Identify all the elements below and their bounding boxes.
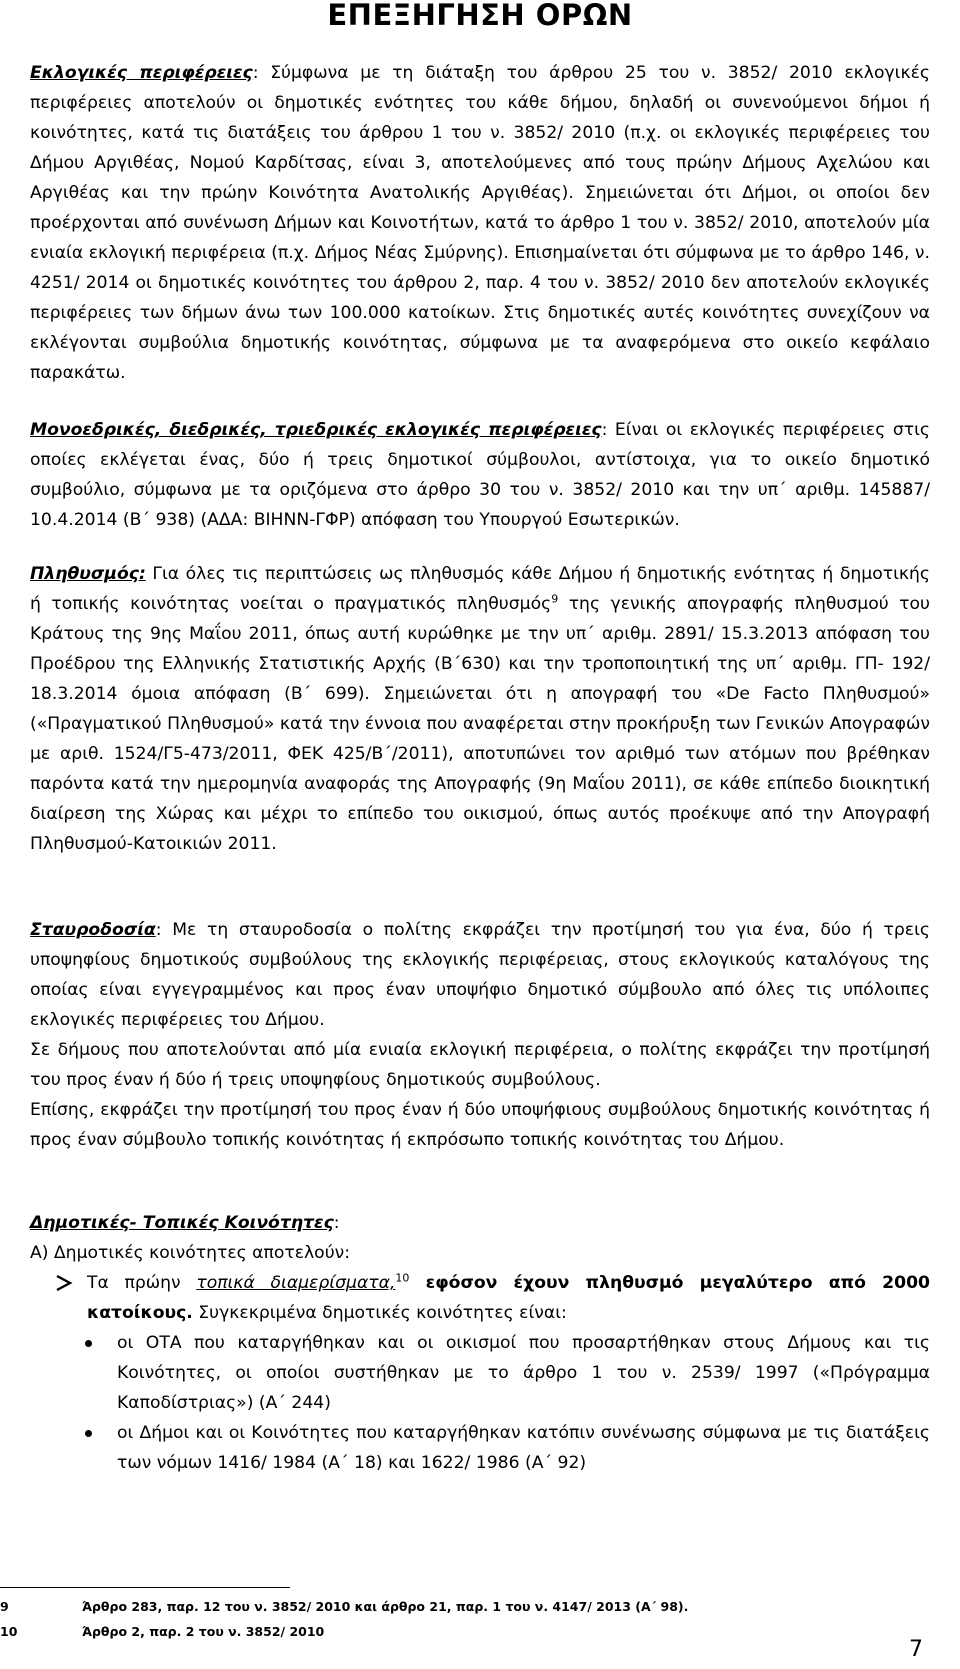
term-preference-vote: Σταυροδοσία: [30, 920, 156, 940]
term-communities-colon: :: [333, 1213, 340, 1233]
paragraph-preference-vote-3: Επίσης, εκφράζει την προτίμησή του προς έναν ή δύο υποψήφιους συμβούλους δημοτικής κοινότητας ή προς έναν σύμβουλο τοπικής κοινότητας ή εκπρόσωπο τοπικής κοινότητας του Δήμου.: [30, 1100, 930, 1150]
paragraph-electoral-districts: [30, 58, 930, 388]
page-title: ΕΠΕΞΗΓΗΣΗ ΟΡΩΝ: [327, 0, 633, 32]
local-districts-term: τοπικά διαμερίσματα,: [196, 1273, 396, 1293]
bullet-item-1: [30, 1328, 930, 1418]
page-number: 7: [909, 1637, 923, 1662]
definition-preference-vote: : Με τη σταυροδοσία ο πολίτης εκφράζει την προτίμησή του για ένα, δύο ή τρεις υποψηφίους δημοτικούς συμβούλους της εκλογικής περιφέρειας, στους εκλογικούς καταλόγους της οποίας είναι εγγεγραμμένος και προς έναν υποψήφιο δημοτικό σύμβουλο από όλες τις υπόλοιπες εκλογικές περιφέρειες του Δήμου.: [30, 920, 930, 1030]
bullet-dot-icon: [85, 1430, 92, 1437]
subheading-municipal-communities: Α) Δημοτικές κοινότητες αποτελούν:: [30, 1243, 351, 1263]
term-population: Πληθυσμός:: [30, 564, 146, 584]
document-body: [30, 58, 930, 1478]
term-communities: Δημοτικές- Τοπικές Κοινότητες: [30, 1213, 334, 1233]
bullet-item-2: [30, 1418, 930, 1478]
definition-single-multi-seat: : Είναι οι εκλογικές περιφέρειες στις οποίες εκλέγεται ένας, δύο ή τρεις δημοτικοί σύμβουλοι, αντίστοιχα, για το οικείο δημοτικό συμβούλιο, σύμφωνα με τα οριζόμενα στο άρθρο 30 του ν. 3852/ 2010 και την υπ΄ αριθμ. 145887/ 10.4.2014 (Β΄ 938) (ΑΔΑ: ΒΙΗΝΝ-ΓΦΡ) απόφαση του Υπουργού Εσωτερικών.: [30, 420, 930, 530]
footnote-ref-9[interactable]: 9: [551, 592, 559, 606]
paragraph-preference-vote-2: Σε δήμους που αποτελούνται από μία ενιαία εκλογική περιφέρεια, ο πολίτης εκφράζει την προτίμησή του προς έναν ή δύο ή τρεις υποψηφίους δημοτικούς συμβούλους.: [30, 1040, 930, 1090]
arrow-text-a: Τα πρώην: [87, 1273, 197, 1293]
paragraph-population: [30, 559, 930, 859]
paragraph-communities-heading: [30, 1208, 930, 1238]
bullet-dot-icon: [85, 1340, 92, 1347]
footnote-ref-10[interactable]: 10: [395, 1271, 410, 1285]
bullet-text-1: οι ΟΤΑ που καταργήθηκαν και οι οικισμοί που προσαρτήθηκαν στους Δήμους και τις Κοινότητες, οι οποίοι συστήθηκαν με το άρθρο 1 του ν. 2539/ 1997 («Πρόγραμμα Καποδίστριας») (Α΄ 244): [117, 1333, 930, 1413]
definition-population-a: Για όλες τις περιπτώσεις ως πληθυσμός κάθε Δήμου ή δημοτικής ενότητας ή δημοτικής ή τοπικής κοινότητας νοείται ο πραγματικός πληθυσμός: [30, 564, 930, 614]
footnote-number: 9: [0, 1599, 9, 1614]
arrow-bold-condition: εφόσον έχουν πληθυσμό μεγαλύτερο από 2000 κατοίκους.: [87, 1273, 930, 1323]
footnote-number: 10: [0, 1624, 18, 1639]
definition-electoral-districts: : Σύμφωνα με τη διάταξη του άρθρου 25 του ν. 3852/ 2010 εκλογικές περιφέρειες αποτελούν οι δημοτικές ενότητες του κάθε δήμου, δηλαδή οι συνενούμενοι δήμοι ή κοινότητες, κατά τις διατάξεις του άρθρου 1 του ν. 3852/ 2010 (π.χ. οι εκλογικές περιφέρειες του Δήμου Αργιθέας, Νομού Καρδίτσας, είναι 3, αποτελούμενες από τους πρώην Δήμους Αχελώου και Αργιθέας και την πρώην Κοινότητα Ανατολικής Αργιθέας). Σημειώνεται ότι Δήμοι, οι οποίοι δεν προέρχονται από συνένωση Δήμων και Κοινοτήτων, κατά το άρθρο 1 του ν. 3852/ 2010, αποτελούν μία ενιαία εκλογική περιφέρεια (π.χ. Δήμος Νέας Σμύρνης). Επισημαίνεται ότι σύμφωνα με το άρθρο 146, ν. 4251/ 2014 οι δημοτικές κοινότητες του άρθρου 2, παρ. 4 του ν. 3852/ 2010 δεν αποτελούν εκλογικές περιφέρειες των δήμων άνω των 100.000 κατοίκων. Στις δημοτικές αυτές κοινότητες συνεχίζουν να εκλέγονται συμβούλια δημοτικής κοινότητας, σύμφωνα με τα αναφερόμενα στο οικείο κεφάλαιο παρακάτω.: [30, 63, 930, 383]
arrow-bullet-icon: [55, 1268, 75, 1298]
arrow-list-item: [30, 1268, 930, 1328]
arrow-text-b: Συγκεκριμένα δημοτικές κοινότητες είναι:: [192, 1303, 567, 1323]
definition-population-b: της γενικής απογραφής πληθυσμού του Κράτους της 9ης Μαΐου 2011, όπως αυτή κυρώθηκε με την υπ΄ αριθμ. 2891/ 15.3.2013 απόφαση του Προέδρου της Ελληνικής Στατιστικής Αρχής (Β΄630) και την τροποποιητική της υπ΄ αριθμ. ΓΠ- 192/ 18.3.2014 όμοια απόφαση (Β΄ 699). Σημειώνεται ότι η απογραφή του «De Facto Πληθυσμού» («Πραγματικού Πληθυσμού» κατά την έννοια που αναφέρεται στην προκήρυξη των Γενικών Απογραφών με αριθ. 1524/Γ5-473/2011, ΦΕΚ 425/Β΄/2011), αποτυπώνει τον αριθμό των ατόμων που βρέθηκαν παρόντα κατά την ημερομηνία αναφοράς της Απογραφής (9η Μαΐου 2011), σε κάθε επίπεδο διοικητική διαίρεση της Χώρας και μέχρι το επίπεδο του οικισμού, όπως αυτός προέκυψε από την Απογραφή Πληθυσμού-Κατοικιών 2011.: [30, 594, 930, 854]
footnote-text: Άρθρο 2, παρ. 2 του ν. 3852/ 2010: [82, 1624, 325, 1639]
term-single-multi-seat: Μονοεδρικές, διεδρικές, τριεδρικές εκλογικές περιφέρειες: [30, 420, 602, 440]
paragraph-preference-vote: [30, 915, 930, 1035]
footnote-separator: [0, 1587, 290, 1588]
term-electoral-districts: Εκλογικές περιφέρειες: [30, 63, 253, 83]
paragraph-single-multi-seat: [30, 415, 930, 535]
bullet-text-2: οι Δήμοι και οι Κοινότητες που καταργήθηκαν κατόπιν συνένωσης σύμφωνα με τις διατάξεις των νόμων 1416/ 1984 (Α΄ 18) και 1622/ 1986 (Α΄ 92): [117, 1423, 930, 1473]
footnote-text: Άρθρο 283, παρ. 12 του ν. 3852/ 2010 και άρθρο 21, παρ. 1 του ν. 4147/ 2013 (Α΄ 98).: [82, 1599, 689, 1614]
